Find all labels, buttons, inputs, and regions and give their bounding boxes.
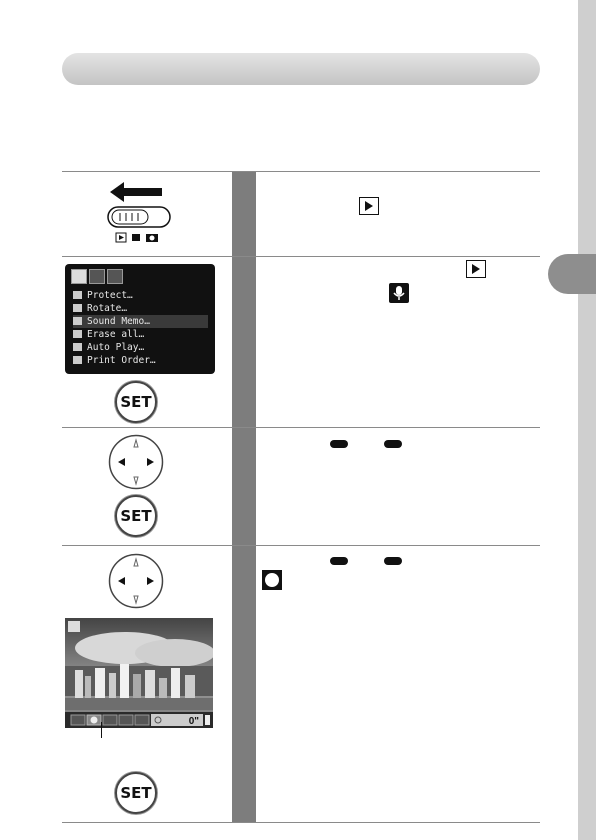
auto-play-icon — [73, 343, 82, 351]
chapter-tab — [548, 254, 596, 294]
step-marker-1 — [232, 172, 256, 256]
playback-screen — [65, 618, 213, 728]
set-button[interactable]: SET — [115, 772, 157, 814]
right-arrow-icon — [384, 440, 402, 448]
menu-item-print-order[interactable]: Print Order… — [73, 354, 208, 367]
print-menu-tab[interactable] — [89, 269, 105, 284]
play-menu-tab[interactable] — [71, 269, 87, 284]
menu-item-erase-all[interactable]: Erase all… — [73, 328, 208, 341]
right-arrow-icon — [384, 557, 402, 565]
protect-icon — [73, 291, 82, 299]
divider — [62, 822, 540, 823]
city-skyline-image — [65, 618, 213, 728]
camera-menu-screen — [65, 264, 215, 374]
setup-menu-tab[interactable] — [107, 269, 123, 284]
step-marker-3 — [232, 428, 256, 545]
set-button[interactable]: SET — [115, 495, 157, 537]
divider — [62, 171, 540, 172]
mode-switch-illustration — [100, 180, 180, 250]
play-menu-icon — [466, 260, 486, 278]
menu-item-rotate[interactable]: Rotate… — [73, 302, 208, 315]
menu-item-sound-memo[interactable]: Sound Memo… — [73, 315, 208, 328]
rotate-icon — [73, 304, 82, 312]
page-edge-strip — [578, 0, 596, 840]
sound-memo-indicator-icon — [68, 621, 80, 632]
left-arrow-icon — [330, 440, 348, 448]
left-arrow-icon — [330, 557, 348, 565]
movie-mode-icon — [132, 234, 140, 241]
step-marker-2 — [232, 257, 256, 427]
section-title-bar — [62, 53, 540, 85]
erase-icon — [73, 330, 82, 338]
play-mode-icon — [359, 197, 379, 215]
menu-item-protect[interactable]: Protect… — [73, 289, 208, 302]
exit-icon — [71, 715, 85, 725]
print-icon — [73, 356, 82, 364]
callout-line — [101, 722, 102, 738]
switch-knob — [112, 210, 148, 224]
record-icon — [262, 570, 282, 590]
divider — [62, 256, 540, 257]
slide-left-arrow-icon — [110, 182, 162, 202]
dpad-illustration — [108, 553, 164, 609]
set-button[interactable]: SET — [115, 381, 157, 423]
dpad-illustration — [108, 434, 164, 490]
menu-item-auto-play[interactable]: Auto Play… — [73, 341, 208, 354]
divider — [62, 545, 540, 546]
step-marker-4 — [232, 546, 256, 822]
stop-control-icon — [103, 715, 117, 725]
recording-time-readout: 0" — [188, 716, 199, 727]
battery-icon — [205, 715, 210, 725]
divider — [62, 427, 540, 428]
mic-icon — [73, 317, 82, 325]
playback-control-icon — [119, 715, 133, 725]
erase-control-icon — [135, 715, 149, 725]
sound-memo-icon — [389, 283, 409, 303]
